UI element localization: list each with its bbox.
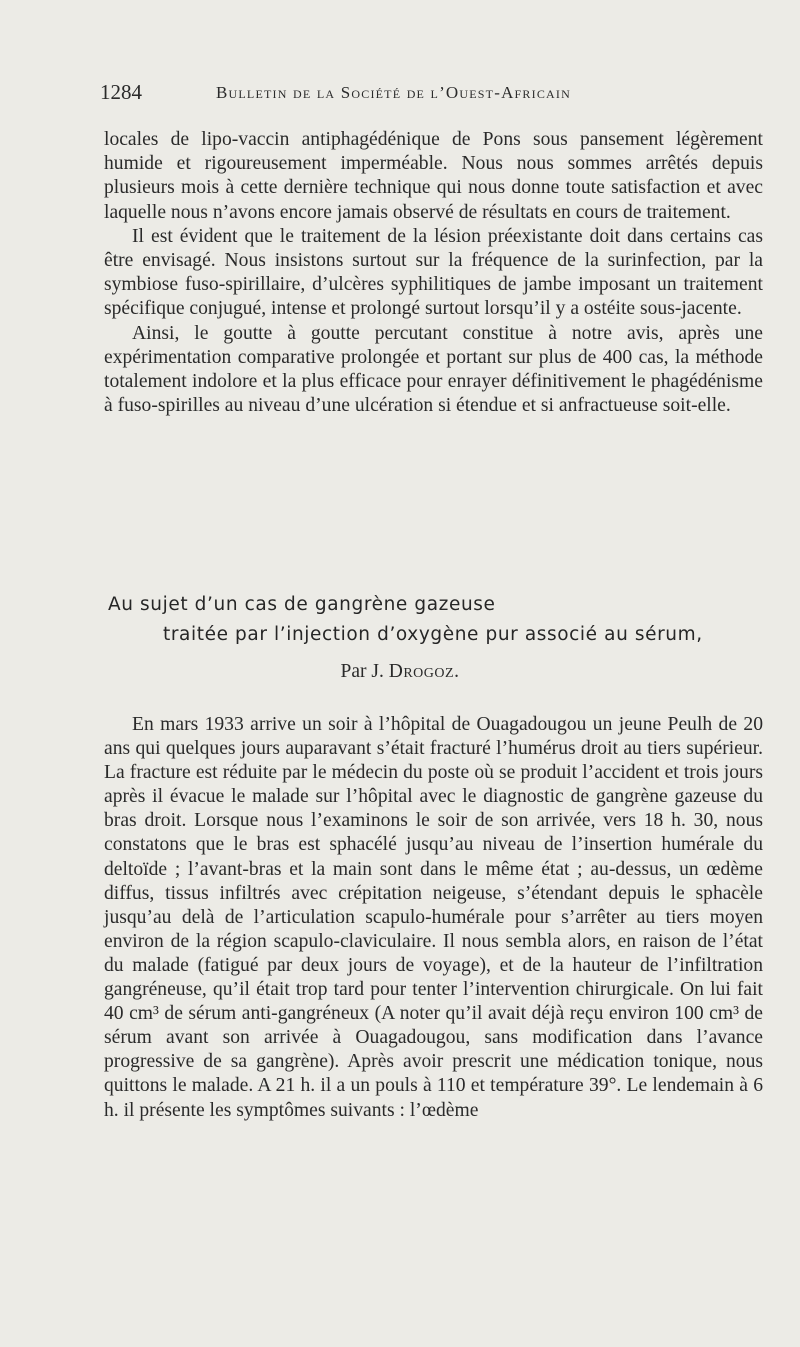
continued-text [104,128,763,418]
running-head: Bulletin de la Société de l’Ouest-Africain [216,83,571,102]
byline [0,661,800,683]
page-header [100,80,760,106]
paragraph: Ainsi, le goutte à goutte percutant constitue à notre avis, après une expérimentation comparative prolongée et portant sur plus de 400 cas, la méthode totalement indolore et la plus efficace pour enrayer définitivement le phagédénisme à fuso-spirilles au niveau d’une ulcération si étendue et si anfractueuse soit-elle. [104,322,763,417]
author-name: Drogoz. [388,661,460,682]
article-title-line-1: Au sujet d’un cas de gangrène gazeuse [108,594,496,615]
paragraph: locales de lipo-vaccin antiphagédénique de Pons sous pansement légèrement humide et rigoureusement imperméable. Nous nous sommes arrêtés depuis plusieurs mois à cette dernière technique qui nous donne toute satisfaction et avec laquelle nous n’avons encore jamais observé de résultats en cours de traitement. [104,129,763,223]
article-title-line-2: traitée par l’injection d’oxygène pur associé au sérum, [163,624,703,645]
page-number: 1284 [100,80,142,104]
article-body [104,713,763,1123]
paragraph: En mars 1933 arrive un soir à l’hôpital de Ouagadougou un jeune Peulh de 20 ans qui quelques jours auparavant s’était fracturé l’humérus droit au tiers supérieur. La fracture est réduite par le médecin du poste où se produit l’accident et trois jours après il évacue le malade sur l’hôpital avec le diagnostic de gangrène gazeuse du bras droit. Lorsque nous l’examinons le soir de son arrivée, vers 18 h. 30, nous constatons que le bras est sphacélé jusqu’au niveau de l’insertion humérale du deltoïde ; l’avant-bras et la main sont dans le même état ; au-dessus, un œdème diffus, tissus infiltrés avec crépitation neigeuse, s’étendant depuis le sphacèle jusqu’au delà de l’articulation scapulo-humérale pour s’arrêter au tiers moyen environ de la région scapulo-claviculaire. Il nous sembla alors, en raison de l’état du malade (fatigué par deux jours de voyage), et de la hauteur de l’infiltration gangréneuse, qu’il était trop tard pour tenter l’intervention chirurgicale. On lui fait 40 cm³ de sérum anti-gangréneux (A noter qu’il avait déjà reçu environ 100 cm³ de sérum avant son arrivée à Ouagadougou, sans modification dans l’avance progressive de sa gangrène). Après avoir prescrit une médication tonique, nous quittons le malade. A 21 h. il a un pouls à 110 et température 39°. Le lendemain à 6 h. il présente les symptômes suivants : l’œdème [104,714,763,1121]
paragraph: Il est évident que le traitement de la lésion préexistante doit dans certains cas être envisagé. Nous insistons surtout sur la fréquence de la surinfection, par la symbiose fuso-spirillaire, d’ulcères syphilitiques de jambe imposant un traitement spécifique conjugué, intense et prolongé surtout lorsqu’il y a ostéite sous-jacente. [104,225,763,320]
byline-prefix: Par J. [340,661,384,682]
